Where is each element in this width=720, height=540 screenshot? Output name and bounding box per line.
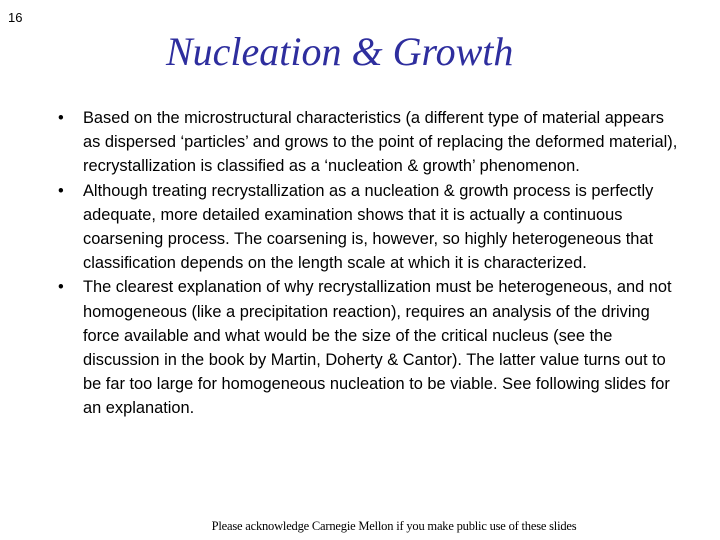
bullet-dot-icon: • bbox=[58, 181, 64, 200]
bullet-item bbox=[58, 179, 678, 276]
bullet-item bbox=[58, 275, 678, 420]
bullet-list bbox=[58, 106, 678, 421]
bullet-dot-icon: • bbox=[58, 278, 64, 297]
slide-title: Nucleation & Growth bbox=[166, 29, 514, 74]
footer-text: Please acknowledge Carnegie Mellon if you make public use of these slides bbox=[211, 519, 577, 533]
bullet-text: The clearest explanation of why recrystallization must be heterogeneous, and not homogeneous (like a precipitation reaction), requires an analysis of the driving force available and what would be the size of the critical nucleus (see the discussion in the book by Martin, Doherty & Cantor). The latter value turns out to be far too large for homogeneous nucleation to be viable. See following slides for an explanation. bbox=[83, 278, 672, 418]
footer-note bbox=[0, 519, 720, 534]
slide-number: 16 bbox=[8, 10, 23, 25]
bullet-dot-icon: • bbox=[58, 109, 64, 127]
bullet-text: Based on the microstructural characteristics (a different type of material appears as dispersed ‘particles’ and grows to the point of replacing the deformed material), recrystallization is classified as a ‘nucleation & growth’ phenomenon. bbox=[83, 109, 678, 176]
bullet-text: Although treating recrystallization as a nucleation & growth process is perfectly adequate, more detailed examination shows that it is actually a continuous coarsening process. The coarsening is, however, so highly heterogeneous that classification depends on the length scale at which it is characterized. bbox=[83, 181, 654, 273]
bullet-item bbox=[58, 106, 678, 179]
